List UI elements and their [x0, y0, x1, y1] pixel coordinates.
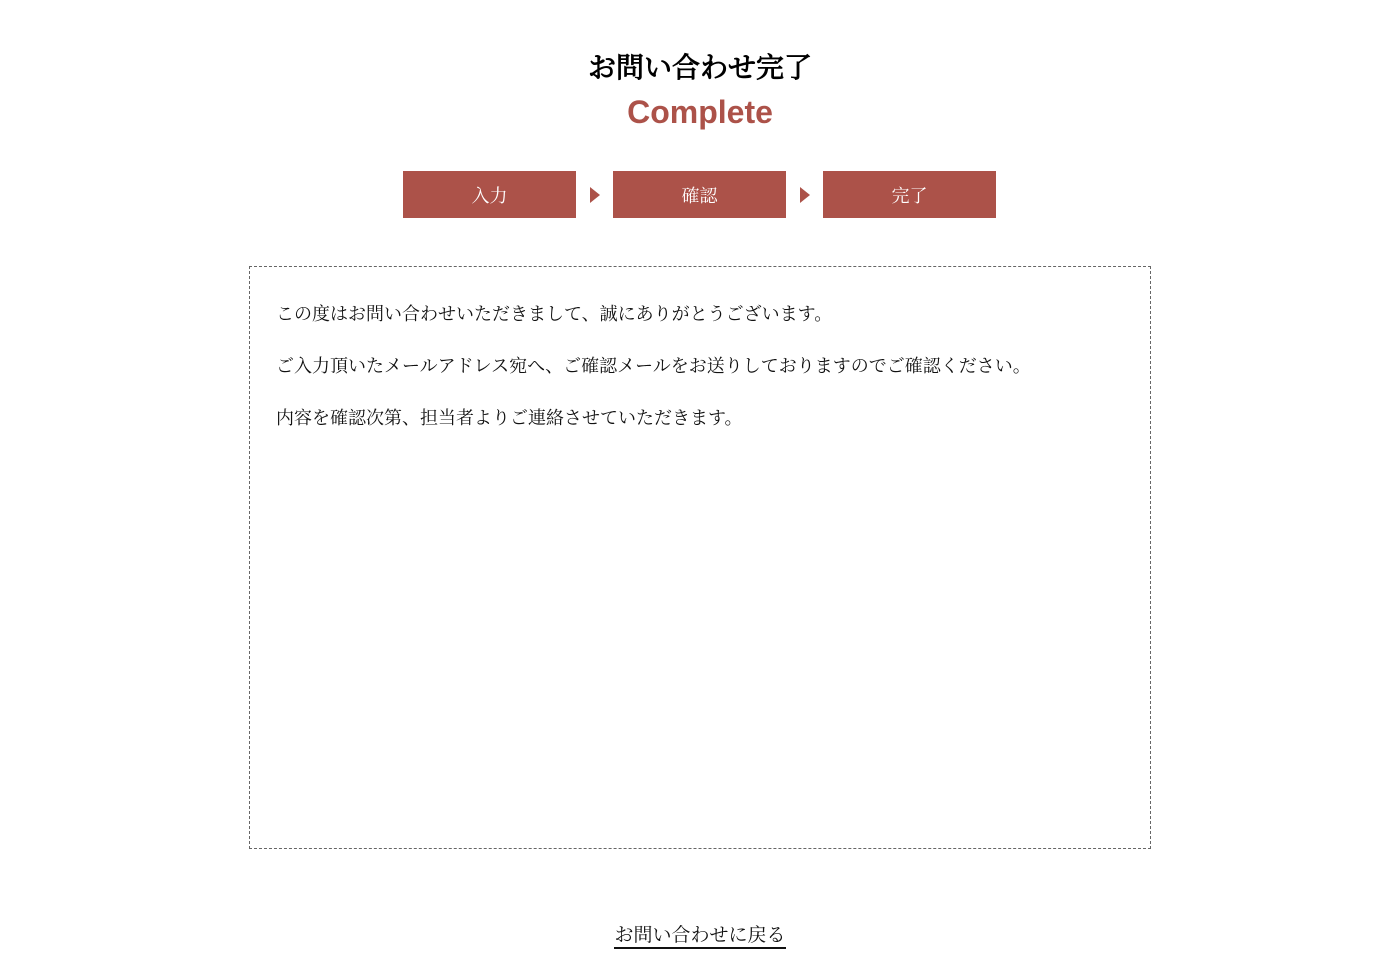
back-to-contact-link[interactable]: お問い合わせに戻る [614, 924, 785, 949]
follow-up-message: 内容を確認次第、担当者よりご連絡させていただきます。 [276, 408, 743, 429]
step-label: 完了 [891, 185, 928, 207]
progress-steps [403, 171, 997, 218]
step-label: 入力 [471, 185, 508, 207]
step-label: 確認 [681, 185, 718, 207]
step-input [403, 171, 576, 218]
triangle-right-icon [576, 171, 613, 218]
step-complete [823, 171, 996, 218]
step-confirm [613, 171, 786, 218]
triangle-right-icon [786, 171, 823, 218]
message-box [249, 266, 1151, 849]
thanks-message: この度はお問い合わせいただきまして、誠にありがとうございます。 [276, 304, 833, 325]
confirmation-email-message: ご入力頂いたメールアドレス宛へ、ご確認メールをお送りしておりますのでご確認ください。 [276, 356, 1031, 377]
page-subtitle: Complete [627, 94, 773, 130]
back-link-container [0, 920, 1400, 947]
page-title: お問い合わせ完了 [587, 51, 812, 84]
